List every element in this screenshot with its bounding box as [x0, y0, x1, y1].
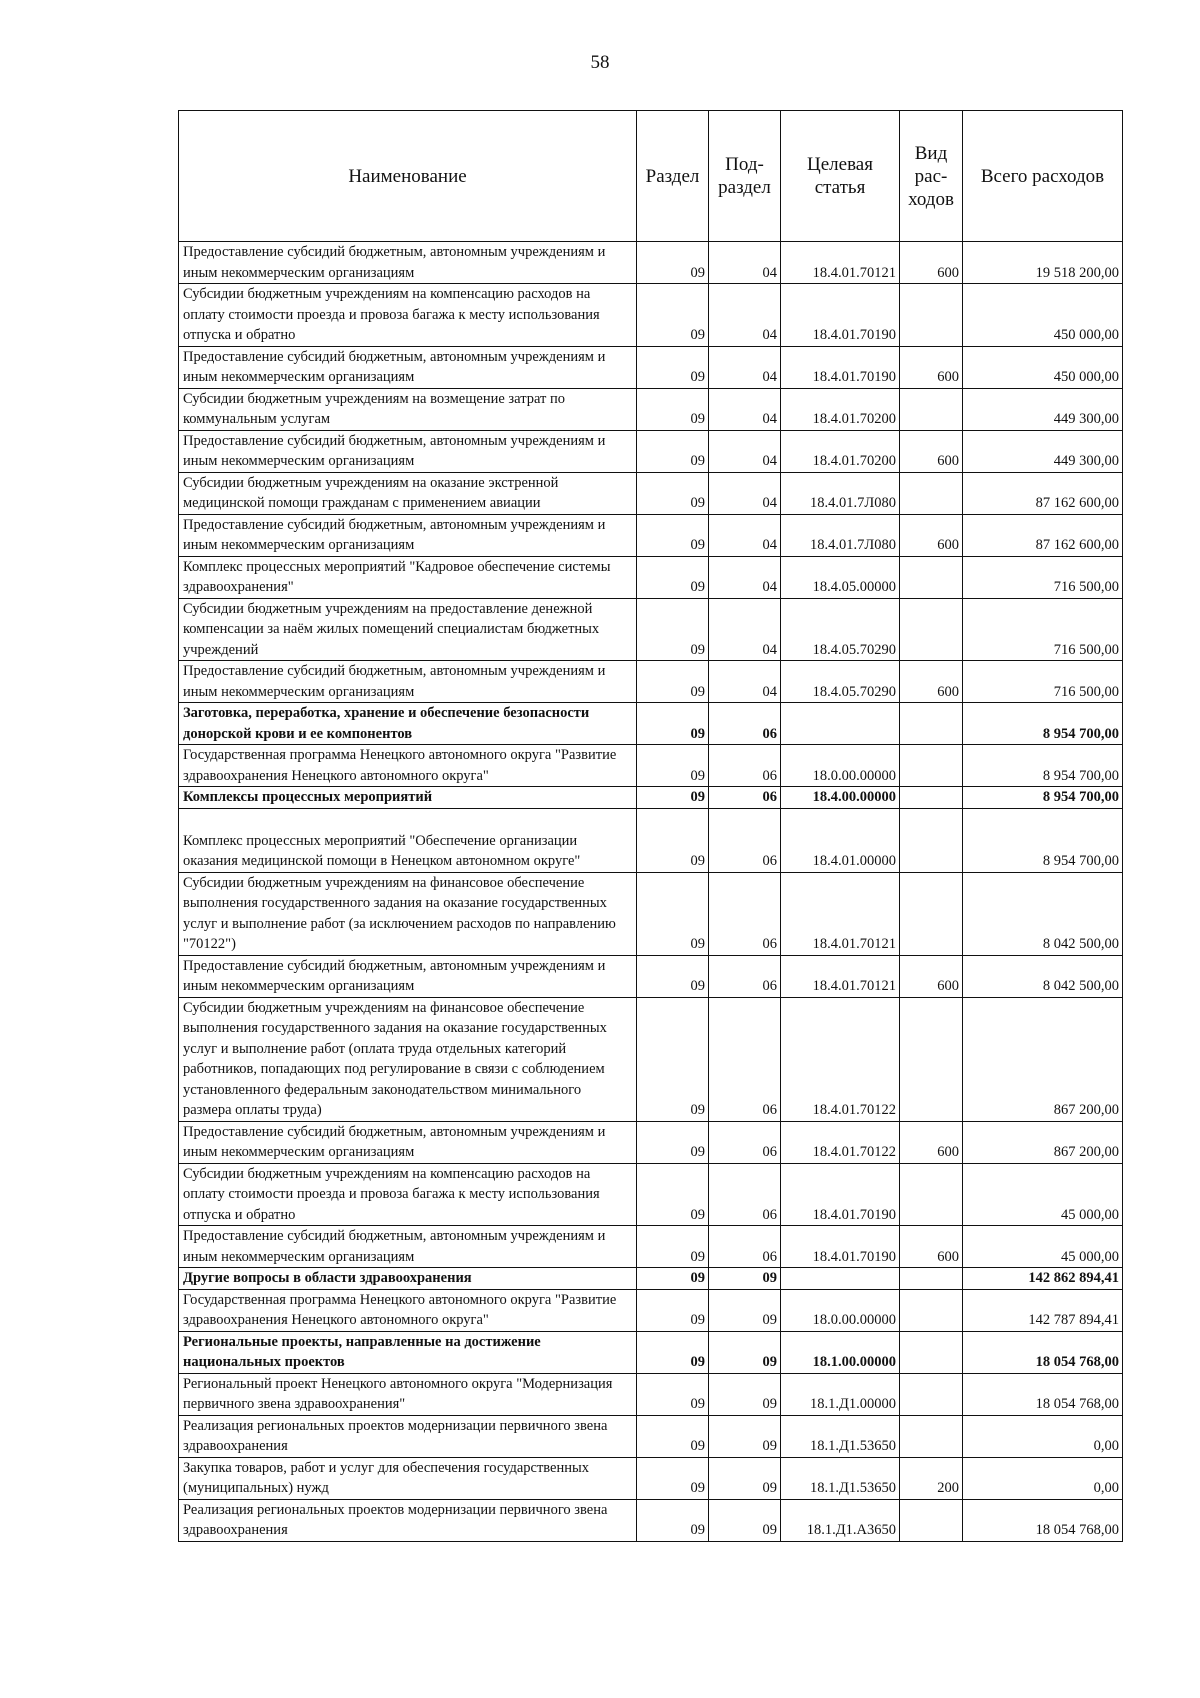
- article-cell: 18.1.Д1.53650: [781, 1415, 900, 1457]
- article-cell: 18.1.Д1.53650: [781, 1457, 900, 1499]
- subsection-cell: 06: [709, 808, 781, 872]
- total-cell: 867 200,00: [963, 1121, 1123, 1163]
- table-row: [179, 1499, 1123, 1541]
- total-cell: 142 787 894,41: [963, 1289, 1123, 1331]
- name-cell: Комплекс процессных мероприятий "Кадровое обеспечение системы здравоохранения": [179, 556, 637, 598]
- section-cell: 09: [637, 1289, 709, 1331]
- name-cell: Субсидии бюджетным учреждениям на компенсацию расходов на оплату стоимости проезда и провоза багажа к месту использования отпуска и обратно: [179, 1163, 637, 1226]
- subsection-cell: 04: [709, 661, 781, 703]
- total-cell: 8 954 700,00: [963, 808, 1123, 872]
- name-cell: Другие вопросы в области здравоохранения: [179, 1268, 637, 1290]
- header-expense-type: Вид рас- ходов: [900, 111, 963, 242]
- article-cell: 18.4.01.70200: [781, 388, 900, 430]
- table-row: [179, 556, 1123, 598]
- expense-type-cell: [900, 745, 963, 787]
- article-cell: [781, 1268, 900, 1290]
- subsection-cell: 06: [709, 997, 781, 1121]
- budget-table: [178, 110, 1123, 1542]
- article-cell: 18.1.00.00000: [781, 1331, 900, 1373]
- expense-type-cell: [900, 787, 963, 809]
- expense-type-cell: 600: [900, 1226, 963, 1268]
- name-cell: Предоставление субсидий бюджетным, автономным учреждениям и иным некоммерческим организациям: [179, 661, 637, 703]
- name-cell: Субсидии бюджетным учреждениям на финансовое обеспечение выполнения государственного задания на оказание государственных услуг и выполнение работ (оплата труда отдельных категорий работников, попадающих под регулирование в связи с соблюдением установленного федеральным законодательством минимального размера оплаты труда): [179, 997, 637, 1121]
- expense-type-cell: [900, 598, 963, 661]
- section-cell: 09: [637, 1226, 709, 1268]
- expense-type-cell: [900, 1499, 963, 1541]
- total-cell: 142 862 894,41: [963, 1268, 1123, 1290]
- expense-type-cell: 600: [900, 1121, 963, 1163]
- article-cell: 18.4.01.70122: [781, 1121, 900, 1163]
- section-cell: 09: [637, 388, 709, 430]
- subsection-cell: 09: [709, 1289, 781, 1331]
- table-row: [179, 598, 1123, 661]
- total-cell: 867 200,00: [963, 997, 1123, 1121]
- total-cell: 716 500,00: [963, 598, 1123, 661]
- subsection-cell: 09: [709, 1331, 781, 1373]
- name-cell: Предоставление субсидий бюджетным, автономным учреждениям и иным некоммерческим организациям: [179, 430, 637, 472]
- subsection-cell: 09: [709, 1499, 781, 1541]
- expense-type-cell: [900, 388, 963, 430]
- article-cell: 18.4.01.70121: [781, 872, 900, 955]
- subsection-cell: 06: [709, 872, 781, 955]
- subsection-cell: 09: [709, 1457, 781, 1499]
- section-cell: 09: [637, 284, 709, 347]
- section-cell: 09: [637, 955, 709, 997]
- name-cell: Предоставление субсидий бюджетным, автономным учреждениям и иным некоммерческим организациям: [179, 1121, 637, 1163]
- name-cell: Региональный проект Ненецкого автономного округа "Модернизация первичного звена здравоохранения": [179, 1373, 637, 1415]
- header-subsection: Под- раздел: [709, 111, 781, 242]
- total-cell: 0,00: [963, 1457, 1123, 1499]
- total-cell: 45 000,00: [963, 1226, 1123, 1268]
- total-cell: 87 162 600,00: [963, 472, 1123, 514]
- name-cell: Реализация региональных проектов модернизации первичного звена здравоохранения: [179, 1499, 637, 1541]
- name-cell: Государственная программа Ненецкого автономного округа "Развитие здравоохранения Ненецкого автономного округа": [179, 745, 637, 787]
- total-cell: 8 954 700,00: [963, 787, 1123, 809]
- subsection-cell: 04: [709, 346, 781, 388]
- table-body: [179, 242, 1123, 1542]
- table-row: [179, 346, 1123, 388]
- table-row: [179, 1163, 1123, 1226]
- expense-type-cell: [900, 556, 963, 598]
- table-row: [179, 955, 1123, 997]
- table-row: [179, 1415, 1123, 1457]
- table-row: [179, 1121, 1123, 1163]
- name-cell: Комплекс процессных мероприятий "Обеспечение организации оказания медицинской помощи в Ненецком автономном округе": [179, 808, 637, 872]
- article-cell: 18.4.01.70200: [781, 430, 900, 472]
- article-cell: 18.4.01.70122: [781, 997, 900, 1121]
- article-cell: [781, 703, 900, 745]
- table-row: [179, 1331, 1123, 1373]
- article-cell: 18.4.00.00000: [781, 787, 900, 809]
- page-number: 58: [590, 52, 610, 73]
- table-row: [179, 1268, 1123, 1290]
- total-cell: 8 042 500,00: [963, 955, 1123, 997]
- name-cell: Заготовка, переработка, хранение и обеспечение безопасности донорской крови и ее компонентов: [179, 703, 637, 745]
- subsection-cell: 06: [709, 1121, 781, 1163]
- subsection-cell: 04: [709, 598, 781, 661]
- section-cell: 09: [637, 514, 709, 556]
- article-cell: 18.4.05.70290: [781, 598, 900, 661]
- expense-type-cell: [900, 808, 963, 872]
- total-cell: 19 518 200,00: [963, 242, 1123, 284]
- section-cell: 09: [637, 1268, 709, 1290]
- table-row: [179, 1373, 1123, 1415]
- total-cell: 18 054 768,00: [963, 1373, 1123, 1415]
- name-cell: Субсидии бюджетным учреждениям на финансовое обеспечение выполнения государственного задания на оказание государственных услуг и выполнение работ (за исключением расходов по направлению "70122"): [179, 872, 637, 955]
- total-cell: 8 042 500,00: [963, 872, 1123, 955]
- table-row: [179, 661, 1123, 703]
- table-row: [179, 1457, 1123, 1499]
- section-cell: 09: [637, 872, 709, 955]
- subsection-cell: 04: [709, 556, 781, 598]
- subsection-cell: 06: [709, 1163, 781, 1226]
- subsection-cell: 04: [709, 514, 781, 556]
- expense-type-cell: 600: [900, 242, 963, 284]
- subsection-cell: 04: [709, 284, 781, 347]
- total-cell: 450 000,00: [963, 284, 1123, 347]
- table-row: [179, 808, 1123, 872]
- article-cell: 18.1.Д1.00000: [781, 1373, 900, 1415]
- name-cell: Предоставление субсидий бюджетным, автономным учреждениям и иным некоммерческим организациям: [179, 514, 637, 556]
- section-cell: 09: [637, 703, 709, 745]
- subsection-cell: 06: [709, 955, 781, 997]
- subsection-cell: 06: [709, 787, 781, 809]
- table-header: [179, 111, 1123, 242]
- expense-type-cell: 200: [900, 1457, 963, 1499]
- subsection-cell: 09: [709, 1373, 781, 1415]
- section-cell: 09: [637, 661, 709, 703]
- header-section: Раздел: [637, 111, 709, 242]
- section-cell: 09: [637, 556, 709, 598]
- subsection-cell: 04: [709, 388, 781, 430]
- total-cell: 18 054 768,00: [963, 1331, 1123, 1373]
- expense-type-cell: [900, 1268, 963, 1290]
- expense-type-cell: [900, 1289, 963, 1331]
- table-row: [179, 872, 1123, 955]
- total-cell: 716 500,00: [963, 556, 1123, 598]
- section-cell: 09: [637, 1415, 709, 1457]
- article-cell: 18.4.01.70121: [781, 242, 900, 284]
- article-cell: 18.4.01.7Л080: [781, 472, 900, 514]
- subsection-cell: 04: [709, 242, 781, 284]
- name-cell: Субсидии бюджетным учреждениям на оказание экстренной медицинской помощи гражданам с применением авиации: [179, 472, 637, 514]
- article-cell: 18.4.01.70190: [781, 346, 900, 388]
- section-cell: 09: [637, 745, 709, 787]
- table-row: [179, 284, 1123, 347]
- name-cell: Комплексы процессных мероприятий: [179, 787, 637, 809]
- section-cell: 09: [637, 1373, 709, 1415]
- article-cell: 18.4.01.70121: [781, 955, 900, 997]
- article-cell: 18.4.01.70190: [781, 1226, 900, 1268]
- name-cell: Государственная программа Ненецкого автономного округа "Развитие здравоохранения Ненецкого автономного округа": [179, 1289, 637, 1331]
- article-cell: 18.4.05.70290: [781, 661, 900, 703]
- subsection-cell: 04: [709, 430, 781, 472]
- subsection-cell: 09: [709, 1268, 781, 1290]
- total-cell: 87 162 600,00: [963, 514, 1123, 556]
- name-cell: Предоставление субсидий бюджетным, автономным учреждениям и иным некоммерческим организациям: [179, 1226, 637, 1268]
- expense-type-cell: [900, 284, 963, 347]
- name-cell: Субсидии бюджетным учреждениям на компенсацию расходов на оплату стоимости проезда и провоза багажа к месту использования отпуска и обратно: [179, 284, 637, 347]
- table-row: [179, 472, 1123, 514]
- subsection-cell: 04: [709, 472, 781, 514]
- section-cell: 09: [637, 1163, 709, 1226]
- article-cell: 18.0.00.00000: [781, 745, 900, 787]
- subsection-cell: 06: [709, 703, 781, 745]
- name-cell: Предоставление субсидий бюджетным, автономным учреждениям и иным некоммерческим организациям: [179, 955, 637, 997]
- article-cell: 18.4.01.7Л080: [781, 514, 900, 556]
- section-cell: 09: [637, 997, 709, 1121]
- name-cell: Реализация региональных проектов модернизации первичного звена здравоохранения: [179, 1415, 637, 1457]
- name-cell: Субсидии бюджетным учреждениям на возмещение затрат по коммунальным услугам: [179, 388, 637, 430]
- expense-type-cell: [900, 1373, 963, 1415]
- table-row: [179, 745, 1123, 787]
- table-row: [179, 787, 1123, 809]
- total-cell: 449 300,00: [963, 388, 1123, 430]
- total-cell: 716 500,00: [963, 661, 1123, 703]
- name-cell: Субсидии бюджетным учреждениям на предоставление денежной компенсации за наём жилых помещений специалистам бюджетных учреждений: [179, 598, 637, 661]
- total-cell: 8 954 700,00: [963, 703, 1123, 745]
- table-row: [179, 514, 1123, 556]
- section-cell: 09: [637, 1457, 709, 1499]
- expense-type-cell: [900, 997, 963, 1121]
- expense-type-cell: 600: [900, 514, 963, 556]
- article-cell: 18.4.01.70190: [781, 284, 900, 347]
- expense-type-cell: [900, 1163, 963, 1226]
- section-cell: 09: [637, 242, 709, 284]
- table-row: [179, 1226, 1123, 1268]
- table-row: [179, 1289, 1123, 1331]
- article-cell: 18.0.00.00000: [781, 1289, 900, 1331]
- name-cell: Предоставление субсидий бюджетным, автономным учреждениям и иным некоммерческим организациям: [179, 242, 637, 284]
- section-cell: 09: [637, 472, 709, 514]
- table-row: [179, 997, 1123, 1121]
- name-cell: Закупка товаров, работ и услуг для обеспечения государственных (муниципальных) нужд: [179, 1457, 637, 1499]
- section-cell: 09: [637, 598, 709, 661]
- header-total: Всего расходов: [963, 111, 1123, 242]
- section-cell: 09: [637, 1499, 709, 1541]
- name-cell: Предоставление субсидий бюджетным, автономным учреждениям и иным некоммерческим организациям: [179, 346, 637, 388]
- article-cell: 18.1.Д1.А3650: [781, 1499, 900, 1541]
- expense-type-cell: 600: [900, 661, 963, 703]
- total-cell: 8 954 700,00: [963, 745, 1123, 787]
- expense-type-cell: 600: [900, 955, 963, 997]
- expense-type-cell: [900, 1415, 963, 1457]
- total-cell: 18 054 768,00: [963, 1499, 1123, 1541]
- total-cell: 450 000,00: [963, 346, 1123, 388]
- section-cell: 09: [637, 787, 709, 809]
- article-cell: 18.4.05.00000: [781, 556, 900, 598]
- section-cell: 09: [637, 1121, 709, 1163]
- section-cell: 09: [637, 346, 709, 388]
- total-cell: 0,00: [963, 1415, 1123, 1457]
- header-name: Наименование: [179, 111, 637, 242]
- subsection-cell: 06: [709, 1226, 781, 1268]
- subsection-cell: 06: [709, 745, 781, 787]
- article-cell: 18.4.01.00000: [781, 808, 900, 872]
- total-cell: 449 300,00: [963, 430, 1123, 472]
- subsection-cell: 09: [709, 1415, 781, 1457]
- expense-type-cell: [900, 872, 963, 955]
- table-row: [179, 242, 1123, 284]
- article-cell: 18.4.01.70190: [781, 1163, 900, 1226]
- expense-type-cell: [900, 472, 963, 514]
- total-cell: 45 000,00: [963, 1163, 1123, 1226]
- name-cell: Региональные проекты, направленные на достижение национальных проектов: [179, 1331, 637, 1373]
- expense-type-cell: 600: [900, 430, 963, 472]
- table-row: [179, 388, 1123, 430]
- table-row: [179, 430, 1123, 472]
- section-cell: 09: [637, 430, 709, 472]
- table-row: [179, 703, 1123, 745]
- header-target-article: Целевая статья: [781, 111, 900, 242]
- expense-type-cell: [900, 703, 963, 745]
- expense-type-cell: [900, 1331, 963, 1373]
- section-cell: 09: [637, 1331, 709, 1373]
- expense-type-cell: 600: [900, 346, 963, 388]
- section-cell: 09: [637, 808, 709, 872]
